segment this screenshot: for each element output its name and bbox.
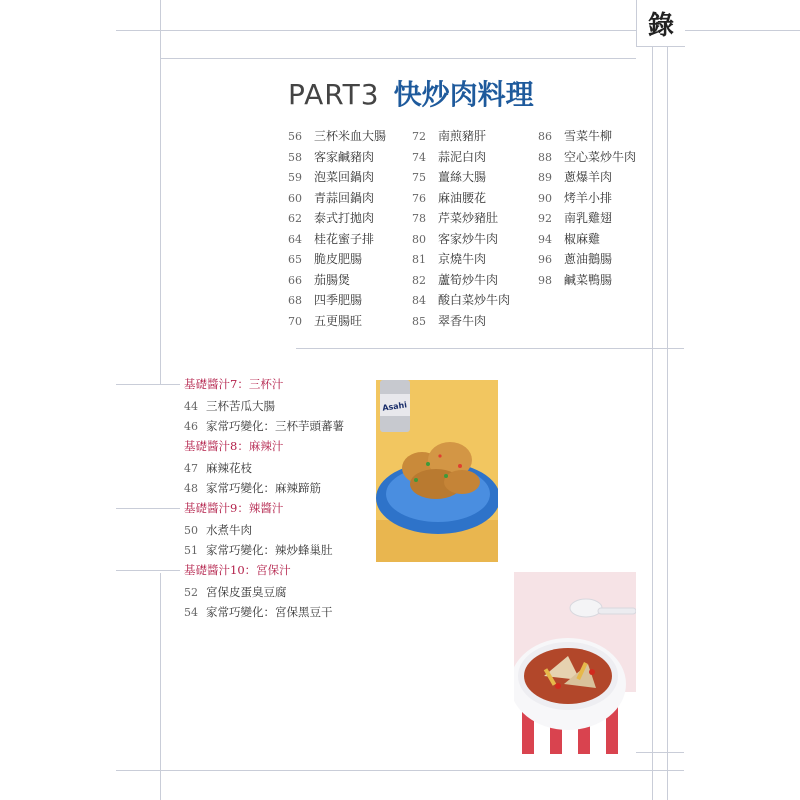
list-item: 80 客家炒牛肉 bbox=[412, 231, 499, 246]
list-item: 85 翠香牛肉 bbox=[412, 313, 487, 328]
part-label: PART3 bbox=[288, 78, 380, 111]
list-item: 74 蒜泥白肉 bbox=[412, 149, 487, 164]
recipe-column-1 bbox=[288, 126, 386, 331]
sauce-rule-1 bbox=[116, 384, 180, 385]
list-item: 60 青蒜回鍋肉 bbox=[288, 190, 375, 205]
sauce-heading: 基礎醬汁10：宮保汁 bbox=[184, 563, 291, 577]
list-item: 56 三杯米血大腸 bbox=[288, 129, 387, 143]
recipe-column-3 bbox=[538, 126, 636, 290]
list-item: 92 南乳雞翅 bbox=[538, 211, 613, 225]
left-rule bbox=[160, 0, 161, 385]
list-item: 51 家常巧變化：辣炒蜂巢肚 bbox=[184, 543, 333, 557]
sauce-heading: 基礎醬汁8：麻辣汁 bbox=[184, 439, 284, 453]
title-rule bbox=[160, 58, 636, 59]
list-item: 72 南煎豬肝 bbox=[412, 129, 487, 143]
list-item: 82 蘆筍炒牛肉 bbox=[412, 272, 499, 287]
mid-rule bbox=[296, 348, 684, 349]
part-title bbox=[288, 78, 534, 112]
list-item: 52 宮保皮蛋臭豆腐 bbox=[184, 585, 287, 599]
bottom-rule bbox=[116, 770, 684, 771]
list-item: 86 雪菜牛柳 bbox=[538, 129, 613, 143]
list-item: 89 蔥爆羊肉 bbox=[538, 170, 613, 184]
corner-label: 錄 bbox=[647, 10, 674, 41]
sauce-rule-3 bbox=[116, 570, 180, 571]
food-photo-fried-dish bbox=[376, 380, 498, 562]
soup-bowl-illustration bbox=[514, 572, 636, 754]
list-item: 84 酸白菜炒牛肉 bbox=[412, 293, 511, 307]
list-item: 98 鹹菜鴨腸 bbox=[538, 272, 613, 287]
list-item: 58 客家鹹豬肉 bbox=[288, 149, 375, 164]
list-item: 90 烤羊小排 bbox=[538, 190, 613, 205]
list-item: 64 桂花蜜子排 bbox=[288, 231, 375, 246]
list-item: 66 茄腸煲 bbox=[288, 272, 351, 287]
left-rule-lower bbox=[160, 573, 161, 800]
list-item: 54 家常巧變化：宮保黑豆干 bbox=[184, 605, 333, 619]
list-item: 88 空心菜炒牛肉 bbox=[538, 149, 637, 164]
sauce-heading: 基礎醬汁7：三杯汁 bbox=[184, 377, 284, 391]
list-item: 46 家常巧變化：三杯芋頭蕃薯 bbox=[184, 419, 344, 433]
list-item: 68 四季肥腸 bbox=[288, 293, 363, 307]
list-item: 76 麻油腰花 bbox=[412, 190, 487, 205]
list-item: 96 蔥油鵝腸 bbox=[538, 252, 613, 266]
list-item: 59 泡菜回鍋肉 bbox=[288, 170, 375, 184]
list-item: 78 芹菜炒豬肚 bbox=[412, 211, 499, 225]
right-rule bbox=[652, 46, 653, 800]
corner-tab bbox=[636, 0, 685, 47]
list-item: 48 家常巧變化：麻辣蹄筋 bbox=[184, 481, 321, 495]
beer-can-icon bbox=[380, 380, 410, 432]
list-item: 50 水煮牛肉 bbox=[184, 523, 252, 537]
list-item: 81 京燒牛肉 bbox=[412, 252, 487, 266]
list-item: 75 薑絲大腸 bbox=[412, 170, 487, 184]
top-rule-right bbox=[684, 30, 800, 31]
sauce-rule-2 bbox=[116, 508, 180, 509]
list-item: 47 麻辣花枝 bbox=[184, 461, 252, 475]
right-rule-2 bbox=[667, 46, 668, 800]
list-item: 70 五更腸旺 bbox=[288, 313, 363, 328]
recipe-column-2 bbox=[412, 126, 510, 331]
list-item: 62 泰式打拋肉 bbox=[288, 211, 375, 225]
sauce-heading: 基礎醬汁9：辣醬汁 bbox=[184, 501, 284, 515]
list-item: 65 脆皮肥腸 bbox=[288, 252, 363, 266]
photo-rule bbox=[636, 752, 684, 753]
svg-text:Asahi: Asahi bbox=[381, 400, 408, 413]
part-name: 快炒肉料理 bbox=[393, 78, 534, 111]
food-photo-soup-bowl bbox=[514, 572, 636, 754]
list-item: 44 三杯苦瓜大腸 bbox=[184, 399, 275, 413]
fried-dish-illustration bbox=[376, 380, 498, 562]
list-item: 94 椒麻雞 bbox=[538, 231, 601, 246]
top-rule bbox=[116, 30, 636, 31]
